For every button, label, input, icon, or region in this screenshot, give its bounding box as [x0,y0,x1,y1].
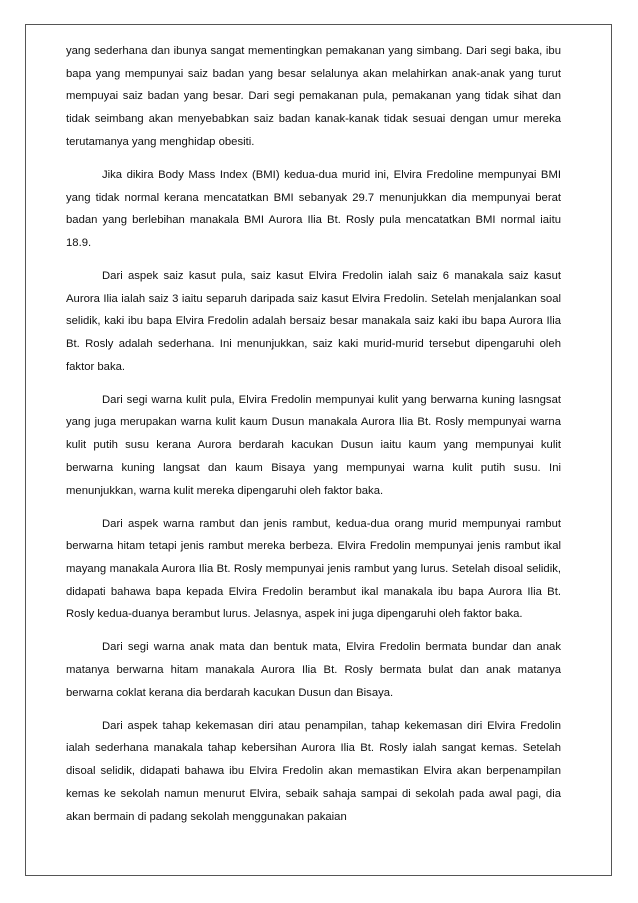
paragraph-1: yang sederhana dan ibunya sangat mementingkan pemakanan yang simbang. Dari segi baka, ibu bapa yang mempunyai saiz badan yang besar selalunya akan melahirkan anak-anak yang turut mempuyai saiz badan yang besar. Dari segi pemakanan pula, pemakanan yang tidak sihat dan tidak seimbang akan menyebabkan saiz badan kanak-kanak tidak sesuai dengan umur mereka terutamanya yang menghidap obesiti. [66,45,561,148]
paragraph-3: Dari aspek saiz kasut pula, saiz kasut Elvira Fredolin ialah saiz 6 manakala saiz kasut Aurora Ilia ialah saiz 3 iaitu separuh daripada saiz kasut Elvira Fredolin. Setelah menjalankan soal selidik, kaki ibu bapa Elvira Fredolin adalah bersaiz besar manakala saiz kaki ibu bapa Aurora Ilia Bt. Rosly adalah sederhana. Ini menunjukkan, saiz kaki murid-murid tersebut dipengaruhi oleh faktor baka. [66,269,561,373]
paragraph-4: Dari segi warna kulit pula, Elvira Fredolin mempunyai kulit yang berwarna kuning lasngsat yang juga merupakan warna kulit kaum Dusun manakala Aurora Ilia Bt. Rosly mempunyai warna kulit putih susu kerana Aurora berdarah kacukan Dusun iaitu kaum yang mempunyai kulit berwarna kuning langsat dan kaum Bisaya yang mempunyai warna kulit putih susu. Ini menunjukkan, warna kulit mereka dipengaruhi oleh faktor baka. [66,393,561,497]
paragraph-2: Jika dikira Body Mass Index (BMI) kedua-dua murid ini, Elvira Fredoline mempunyai BMI yang tidak normal kerana mencatatkan BMI sebanyak 29.7 menunjukkan dia mempunyai berat badan yang berlebihan manakala BMI Aurora Ilia Bt. Rosly pula mencatatkan BMI normal iaitu 18.9. [66,168,561,249]
paragraph-5: Dari aspek warna rambut dan jenis rambut, kedua-dua orang murid mempunyai rambut berwarna hitam tetapi jenis rambut mereka berbeza. Elvira Fredolin mempunyai jenis rambut ikal mayang manakala Aurora Ilia Bt. Rosly mempunyai jenis rambut yang lurus. Setelah disoal selidik, didapati bahawa bapa kepada Elvira Fredolin berambut ikal manakala ibu bapa Aurora Ilia Bt. Rosly kedua-duanya berambut lurus. Jelasnya, aspek ini juga dipengaruhi oleh faktor baka. [66,517,561,621]
paragraph-6: Dari segi warna anak mata dan bentuk mata, Elvira Fredolin bermata bundar dan anak matanya berwarna hitam manakala Aurora Ilia Bt. Rosly bermata bulat dan anak matanya berwarna coklat kerana dia berdarah kacukan Dusun dan Bisaya. [66,641,561,699]
paragraph-7: Dari aspek tahap kekemasan diri atau penampilan, tahap kekemasan diri Elvira Fredolin ialah sederhana manakala tahap kebersihan Aurora Ilia Bt. Rosly ialah sangat kemas. Setelah disoal selidik, didapati bahawa ibu Elvira Fredolin akan memastikan Elvira akan berpenampilan kemas ke sekolah namun menurut Elvira, sebaik sahaja sampai di sekolah pada awal pagi, dia akan bermain di padang sekolah menggunakan pakaian [66,719,561,823]
document-body [66,40,561,839]
